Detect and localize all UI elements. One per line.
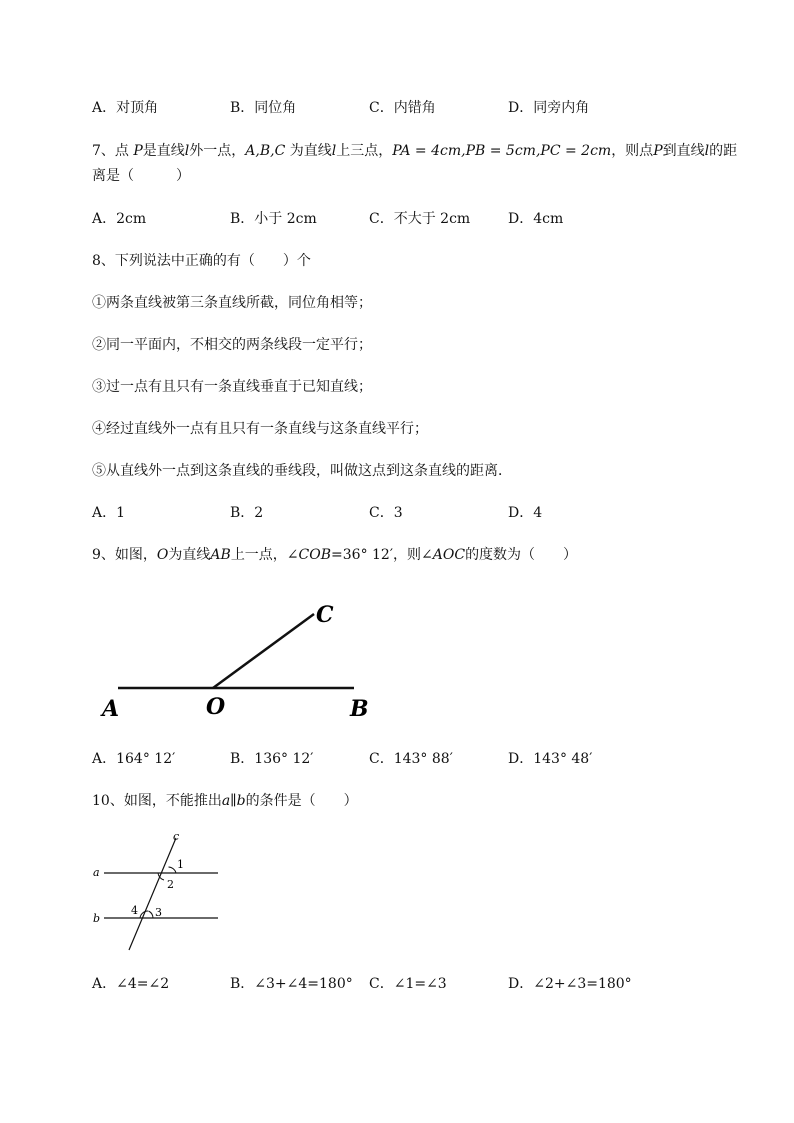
q7-stem: 7、点 P是直线l外一点，A,B,C 为直线l上三点，PA = 4cm,PB = 5cm,PC = 2cm，则点P到直线l的距 xyxy=(92,143,738,159)
q7-option-a: A．2cm xyxy=(92,211,147,227)
label-a: a xyxy=(93,866,100,879)
q10-figure xyxy=(88,828,228,954)
angle-arc-3 xyxy=(149,911,154,918)
label-o: O xyxy=(206,694,226,720)
q7-option-b: B．小于 2cm xyxy=(230,211,317,227)
label-b: b xyxy=(93,912,101,925)
ray-oc xyxy=(213,614,314,688)
q10-option-a: A．∠4=∠2 xyxy=(92,976,170,992)
q7-option-d: D．4cm xyxy=(508,211,564,227)
q9-figure xyxy=(92,590,392,730)
q7-option-c: C．不大于 2cm xyxy=(369,211,471,227)
angle-arc-1 xyxy=(169,867,177,873)
q6-options xyxy=(92,98,712,118)
q10-stem: 10、如图，不能推出a∥b的条件是（ ） xyxy=(92,793,358,809)
label-1: 1 xyxy=(177,858,184,871)
q7-stem-line2: 离是（ ） xyxy=(92,168,190,184)
label-4: 4 xyxy=(131,904,138,917)
q8-statement-2: ②同一平面内，不相交的两条线段一定平行； xyxy=(92,337,372,353)
label-c: C xyxy=(316,602,334,628)
label-b: B xyxy=(350,696,369,722)
q10-option-b: B．∠3+∠4=180° xyxy=(230,976,353,992)
q9-option-c: C．143° 88′ xyxy=(369,751,453,767)
q9-option-d: D．143° 48′ xyxy=(508,751,593,767)
q6-option-d: D．同旁内角 xyxy=(508,100,590,116)
q6-option-b: B．同位角 xyxy=(230,100,297,116)
line-c xyxy=(129,838,176,950)
q9-stem: 9、如图，O为直线AB上一点，∠COB=36° 12′，则∠AOC的度数为（ ） xyxy=(92,547,578,563)
q8-statement-4: ④经过直线外一点有且只有一条直线与这条直线平行； xyxy=(92,421,428,437)
q8-statement-5: ⑤从直线外一点到这条直线的垂线段，叫做这点到这条直线的距离． xyxy=(92,463,512,479)
q9-options xyxy=(92,749,712,769)
q8-option-c: C．3 xyxy=(369,505,403,521)
label-3: 3 xyxy=(155,906,162,919)
label-c: c xyxy=(173,830,180,843)
q10-option-c: C．∠1=∠3 xyxy=(369,976,447,992)
q8-options xyxy=(92,503,712,523)
q9-option-a: A．164° 12′ xyxy=(92,751,176,767)
label-a: A xyxy=(102,696,120,722)
q8-statement-1: ①两条直线被第三条直线所截，同位角相等； xyxy=(92,295,372,311)
q9-option-b: B．136° 12′ xyxy=(230,751,314,767)
q6-option-a: A．对顶角 xyxy=(92,100,159,116)
q10-options xyxy=(92,974,712,994)
q8-option-b: B．2 xyxy=(230,505,264,521)
label-2: 2 xyxy=(167,878,174,891)
q8-option-a: A．1 xyxy=(92,505,126,521)
q10-option-d: D．∠2+∠3=180° xyxy=(508,976,632,992)
q8-statement-3: ③过一点有且只有一条直线垂直于已知直线； xyxy=(92,379,372,395)
q6-option-c: C．内错角 xyxy=(369,100,436,116)
q8-option-d: D．4 xyxy=(508,505,543,521)
q7-options xyxy=(92,209,712,229)
q8-stem: 8、下列说法中正确的有（ ）个 xyxy=(92,253,311,269)
